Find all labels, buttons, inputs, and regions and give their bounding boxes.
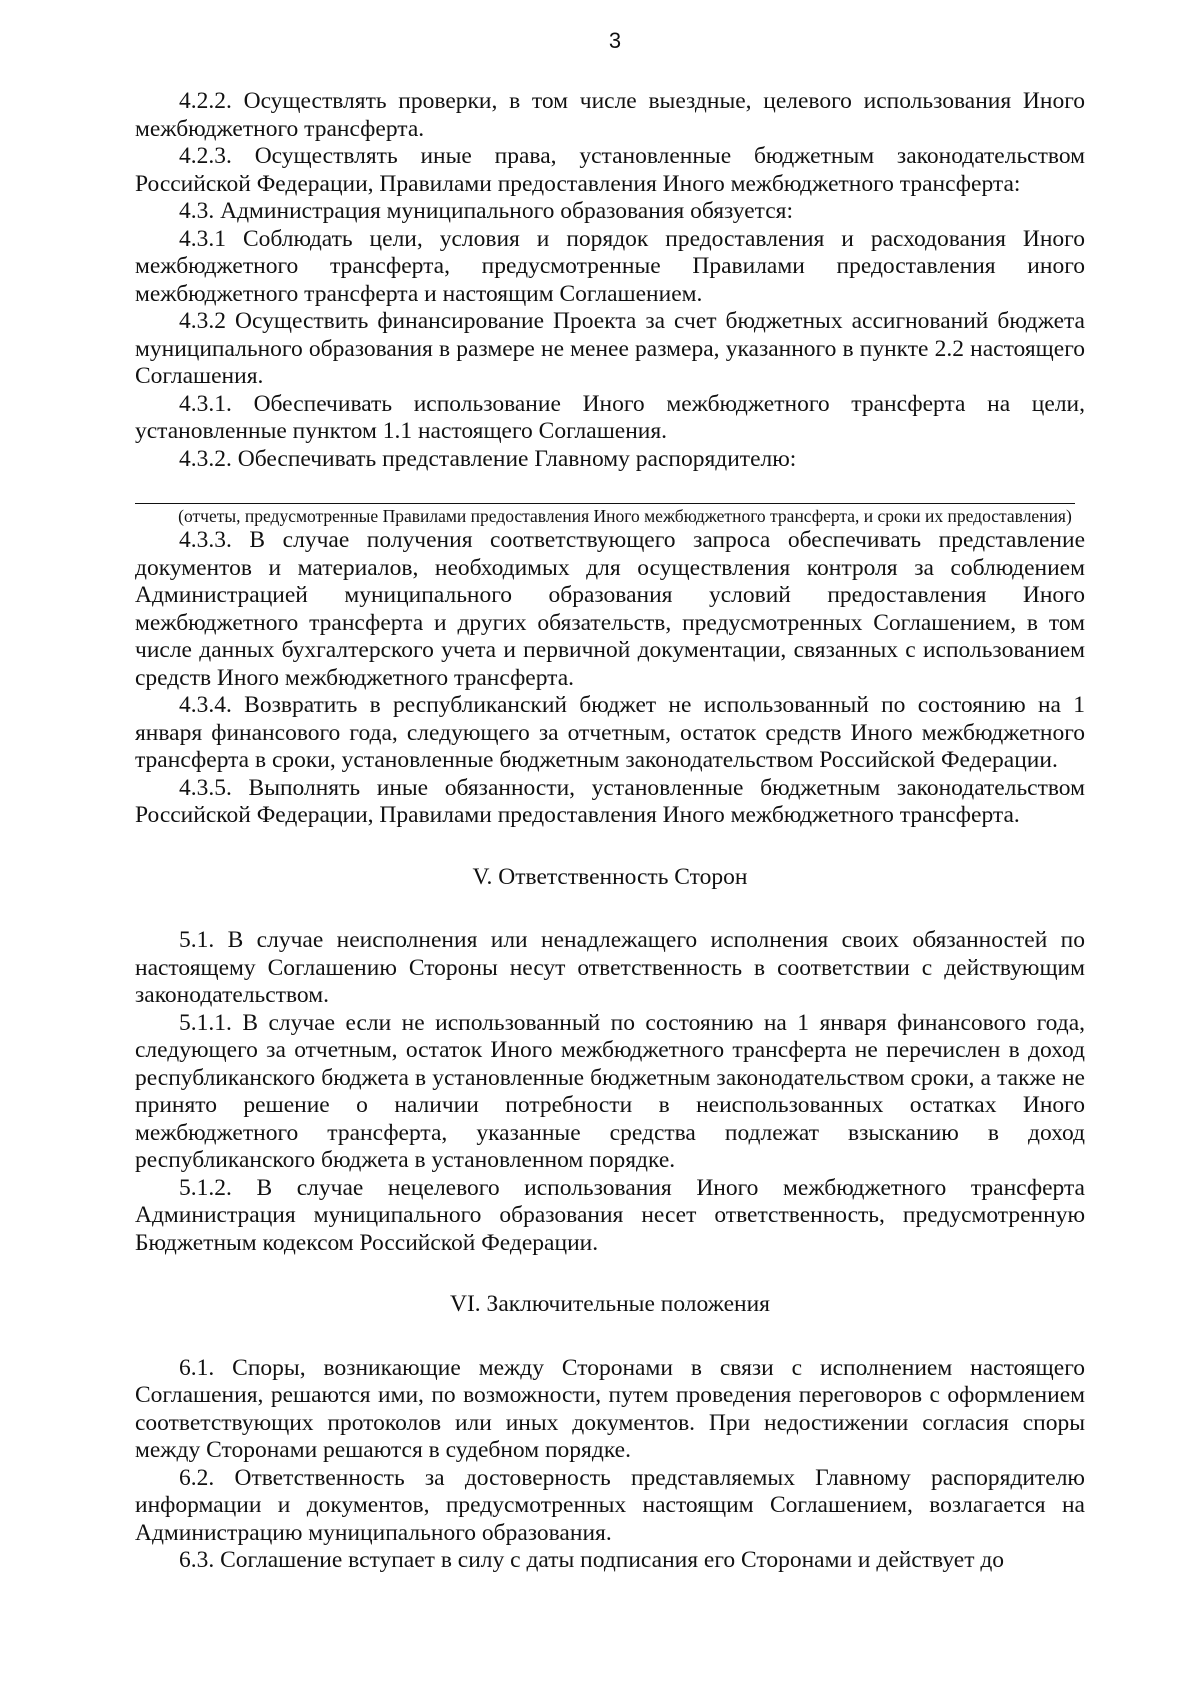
- paragraph-6-3: 6.3. Соглашение вступает в силу с даты подписания его Сторонами и действует до: [179, 1547, 1005, 1573]
- paragraph-4-3-2-b: 4.3.2. Обеспечивать представление Главному распорядителю:: [179, 445, 797, 472]
- section-6-heading: VI. Заключительные положения: [450, 1291, 770, 1317]
- paragraph-5-1-1: 5.1.1. В случае если не использованный по состоянию на 1 января финансового года, следующего за отчетным, остаток Иного межбюджетного трансферта не перечислен в доход республиканского бюджета в установленные бюджетным законодательством сроки, а также не принято решение о наличии потребности в неиспользованных остатках Иного межбюджетного трансферта, указанные средства подлежат взысканию в доход республиканского бюджета в установленном порядке.: [135, 1009, 1085, 1173]
- paragraph-5-1-2: 5.1.2. В случае нецелевого использования Иного межбюджетного трансферта Администрация муниципального образования несет ответственность, предусмотренную Бюджетным кодексом Российской Федерации.: [135, 1174, 1085, 1256]
- fill-in-line: [135, 503, 1075, 504]
- section-5-heading: V. Ответственность Сторон: [472, 863, 748, 890]
- paragraph-4-2-2: 4.2.2. Осуществлять проверки, в том числе выездные, целевого использования Иного межбюджетного трансферта.: [135, 88, 1085, 142]
- paragraph-4-3-1-a: 4.3.1 Соблюдать цели, условия и порядок предоставления и расходования Иного межбюджетного трансферта, предусмотренные Правилами предоставления иного межбюджетного трансферта и настоящим Соглашением.: [135, 225, 1085, 307]
- document-body: [135, 88, 1085, 1575]
- page-number: 3: [608, 28, 622, 53]
- paragraph-4-3-2-a: 4.3.2 Осуществить финансирование Проекта за счет бюджетных ассигнований бюджета муниципального образования в размере не менее размера, указанного в пункте 2.2 настоящего Соглашения.: [135, 308, 1085, 389]
- paragraph-4-3-3: 4.3.3. В случае получения соответствующего запроса обеспечивать представление документов и материалов, необходимых для осуществления контроля за соблюдением Администрацией муниципального образования условий предоставления Иного межбюджетного трансферта и других обязательств, предусмотренных Соглашением, в том числе данных бухгалтерского учета и первичной документации, связанных с использованием средств Иного межбюджетного трансферта.: [135, 527, 1085, 691]
- paragraph-4-3-5: 4.3.5. Выполнять иные обязанности, установленные бюджетным законодательством Российской Федерации, Правилами предоставления Иного межбюджетного трансферта.: [135, 774, 1085, 828]
- paragraph-6-2: 6.2. Ответственность за достоверность представляемых Главному распорядителю информации и документов, предусмотренных настоящим Соглашением, возлагается на Администрацию муниципального образования.: [135, 1464, 1085, 1546]
- paragraph-4-2-3: 4.2.3. Осуществлять иные права, установленные бюджетным законодательством Российской Федерации, Правилами предоставления Иного межбюджетного трансферта:: [135, 143, 1085, 197]
- paragraph-4-3-1-b: 4.3.1. Обеспечивать использование Иного межбюджетного трансферта на цели, установленные пунктом 1.1 настоящего Соглашения.: [135, 390, 1085, 444]
- paragraph-6-1: 6.1. Споры, возникающие между Сторонами в связи с исполнением настоящего Соглашения, решаются ими, по возможности, путем проведения переговоров с оформлением соответствующих протоколов или иных документов. При недостижении согласия споры между Сторонами решаются в судебном порядке.: [135, 1354, 1085, 1463]
- footnote-caption: (отчеты, предусмотренные Правилами предоставления Иного межбюджетного трансферта, и сроки их предоставления): [178, 506, 1072, 526]
- paragraph-4-3: 4.3. Администрация муниципального образования обязуется:: [179, 198, 793, 224]
- paragraph-4-3-4: 4.3.4. Возвратить в республиканский бюджет не использованный по состоянию на 1 января финансового года, следующего за отчетным, остаток средств Иного межбюджетного трансферта в сроки, установленные бюджетным законодательством Российской Федерации.: [135, 692, 1085, 773]
- paragraph-5-1: 5.1. В случае неисполнения или ненадлежащего исполнения своих обязанностей по настоящему Соглашению Стороны несут ответственность в соответствии с действующим законодательством.: [135, 927, 1085, 1008]
